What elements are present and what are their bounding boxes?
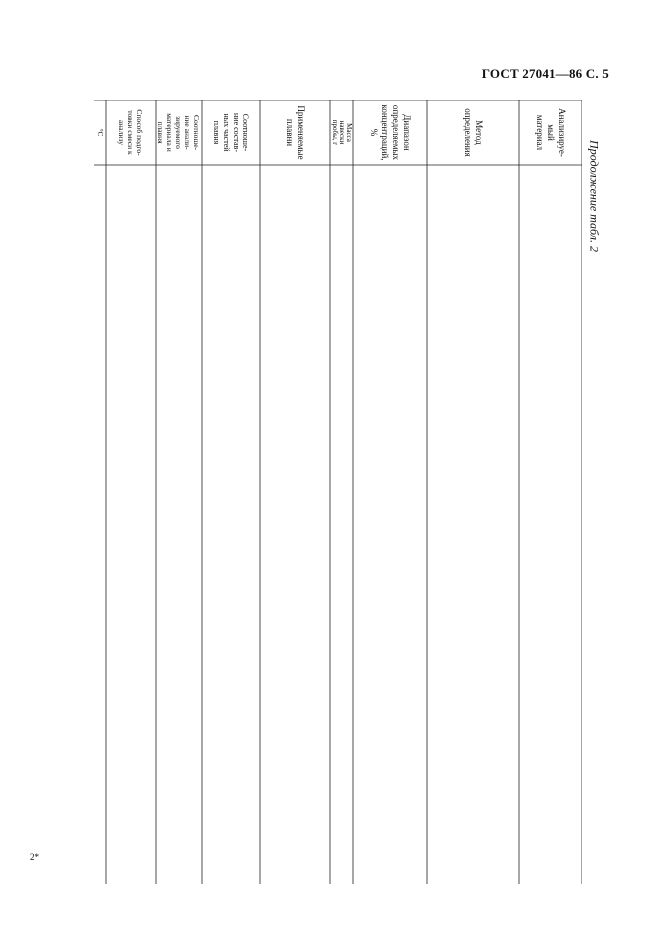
- table-continuation-label: Продолжение табл. 2: [587, 140, 602, 252]
- col-header-temperature: °С: [96, 128, 105, 137]
- page-header: ГОСТ 27041—86 С. 5: [481, 66, 609, 81]
- col-header-material: Анализируе- мый материал: [535, 108, 567, 157]
- col-header-flux: Применяемые плавни: [285, 105, 306, 160]
- col-header-flux-ratio: Соотноше- ние состав- ных частей плавня: [212, 113, 251, 152]
- col-header-range: Диапазон определяемых концентраций, %: [369, 104, 412, 161]
- col-header-method: Метод определения: [463, 108, 484, 157]
- col-header-mass: Масса навески пробы, г: [331, 119, 353, 146]
- page-number: 2*: [30, 852, 39, 862]
- col-header-preparation: Способ подго- товки смеси к анализу: [117, 109, 145, 156]
- data-table: [94, 100, 582, 884]
- col-header-material-ratio: Соотноше- ние анали- зируемого материала и плавня: [156, 113, 202, 152]
- table-grid: [94, 100, 582, 884]
